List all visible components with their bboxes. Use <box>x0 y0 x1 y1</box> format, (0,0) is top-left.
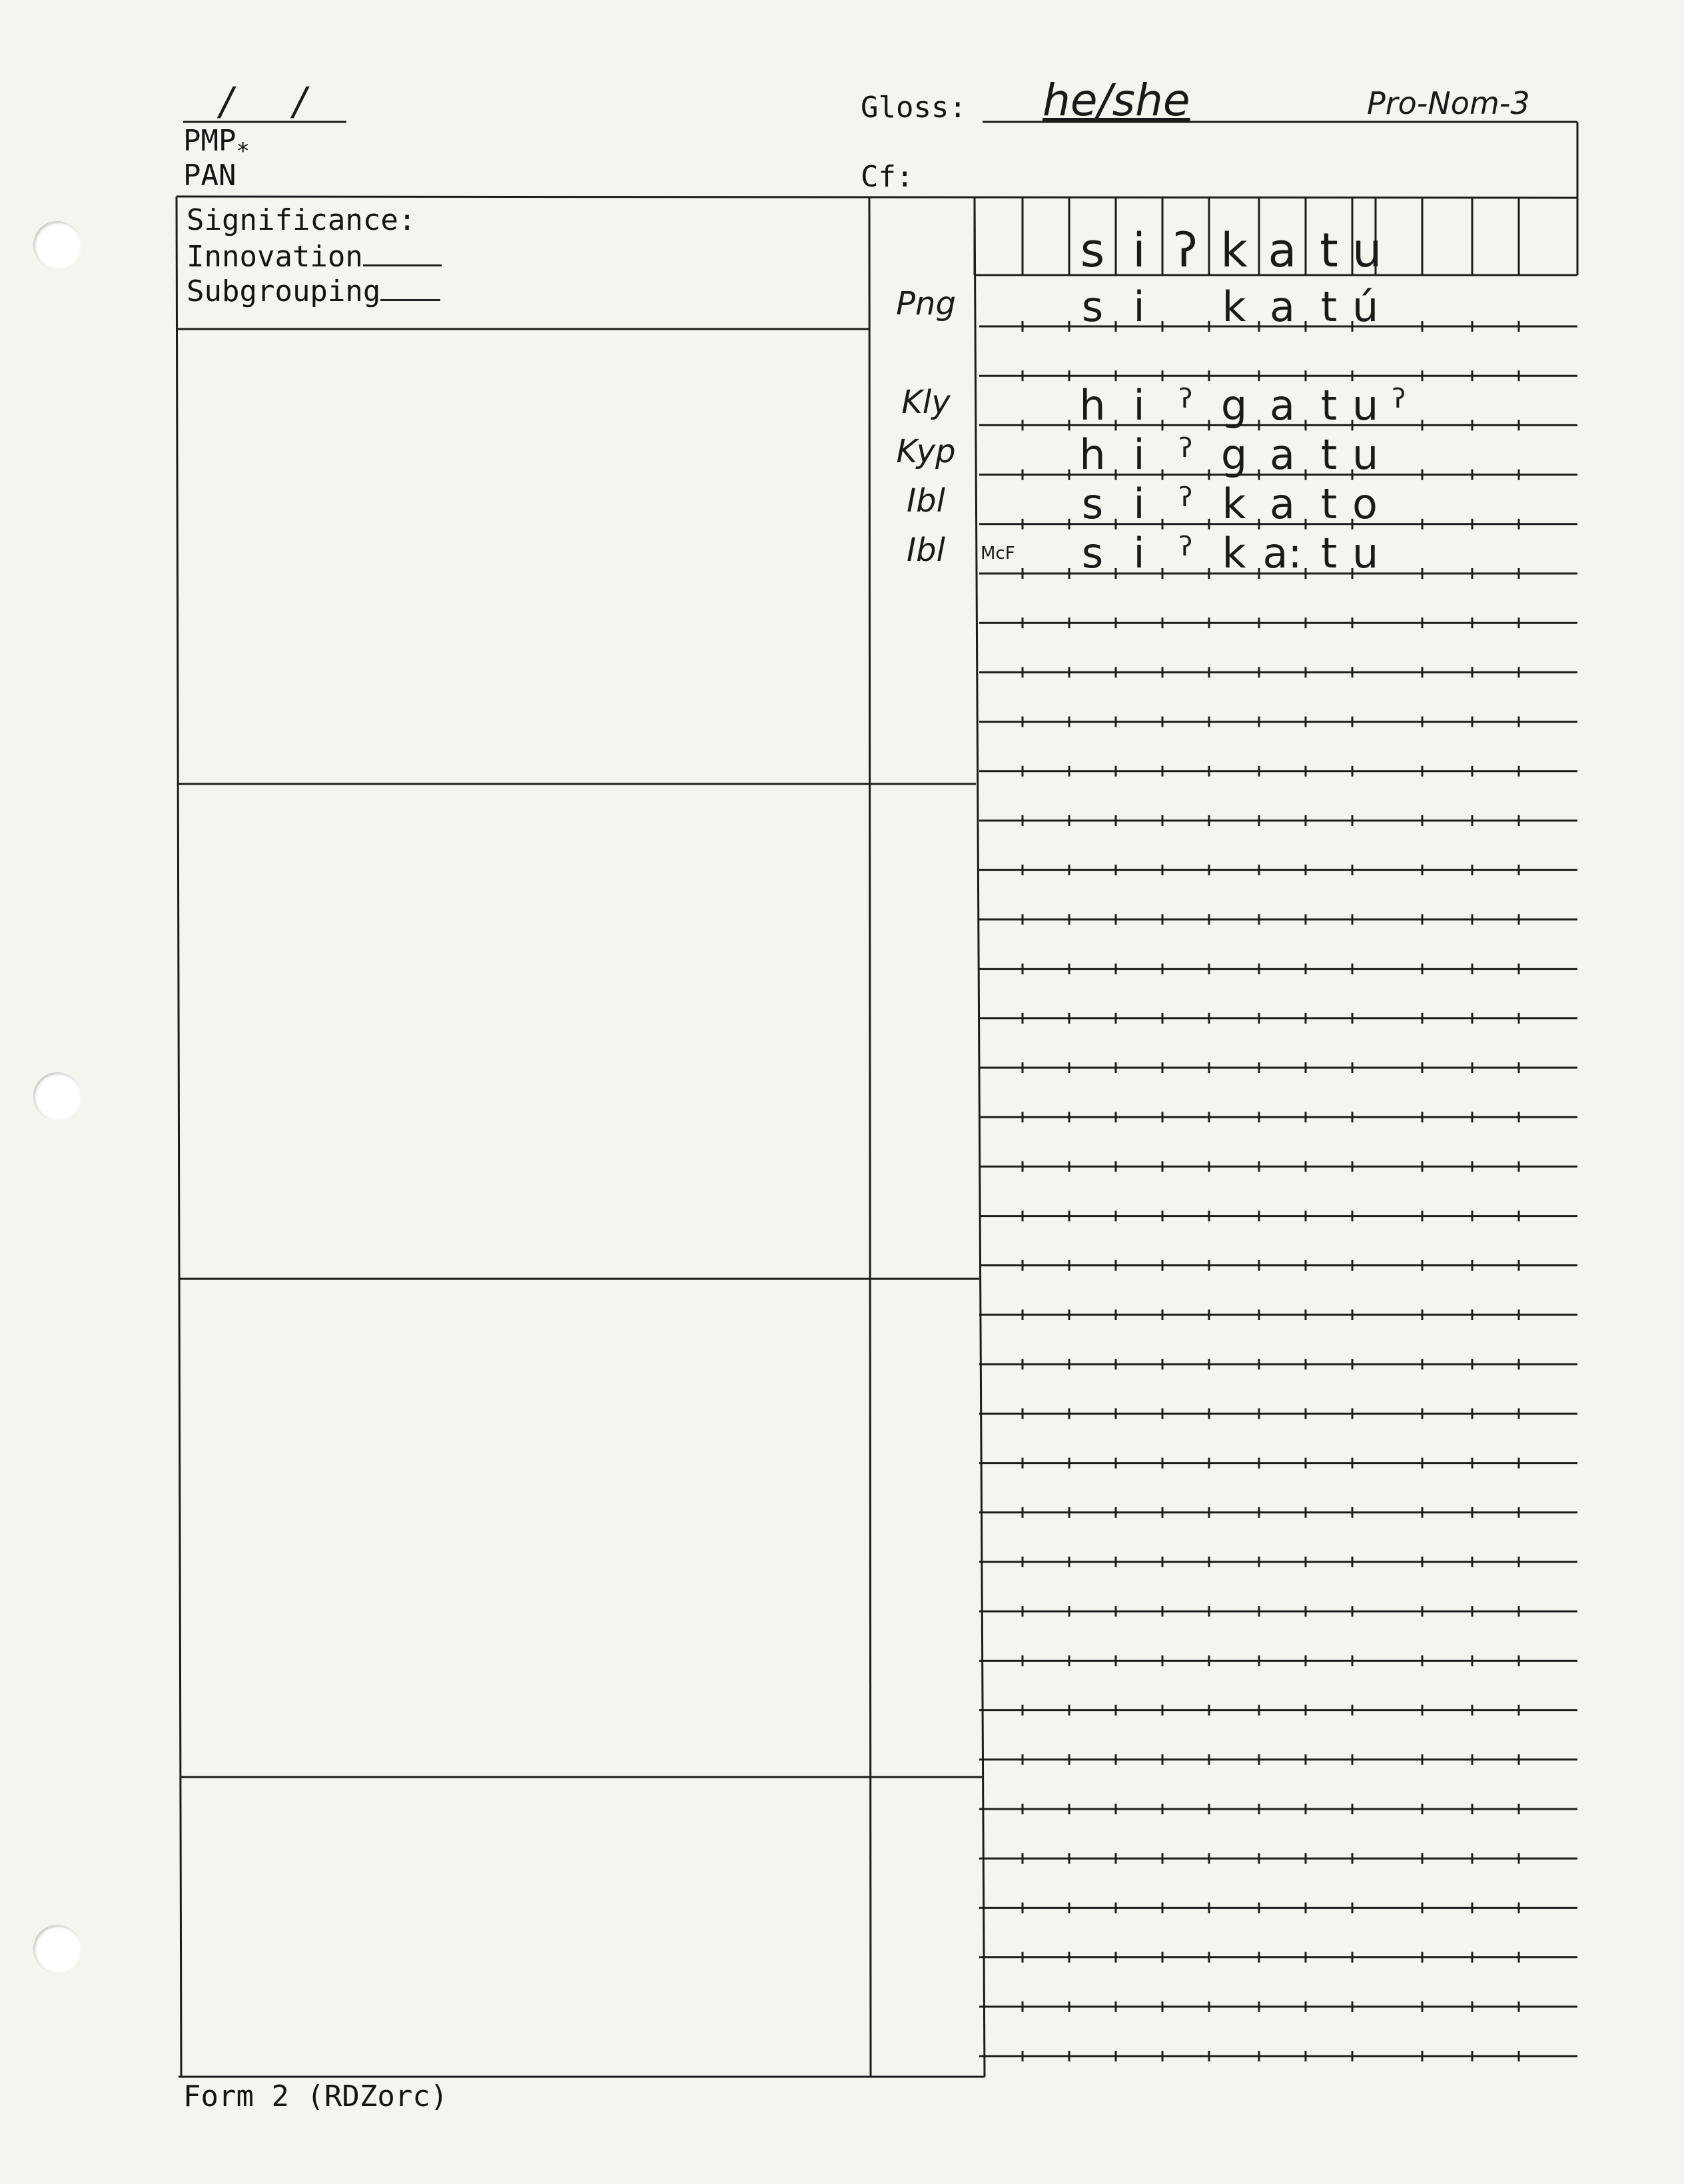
form-segment: ʔ <box>1178 384 1193 414</box>
form-segment: a <box>1270 282 1295 331</box>
reconstruction-segment: k <box>1220 223 1248 278</box>
pmp-text: PMP <box>183 124 236 158</box>
pmp-star: * <box>236 138 250 165</box>
form-segment: u <box>1352 381 1379 430</box>
form-segment: t <box>1320 381 1338 430</box>
subgrouping-blank <box>380 272 440 301</box>
innovation-line <box>187 238 442 274</box>
form-segment: ú <box>1352 282 1379 331</box>
reconstruction-segment: a <box>1268 223 1297 278</box>
reconstruction-segment: u <box>1352 223 1382 278</box>
source-label: McF <box>981 544 1015 563</box>
form-segment: o <box>1352 480 1378 528</box>
form-segment: t <box>1320 480 1338 528</box>
form-segment: h <box>1079 430 1106 479</box>
innovation-blank <box>363 238 442 266</box>
date-marks: / / <box>220 79 330 124</box>
reconstruction-segment: s <box>1080 223 1105 278</box>
reconstruction-segment: t <box>1320 223 1338 278</box>
pmp-label <box>183 124 250 165</box>
subgrouping-label: Subgrouping <box>187 274 381 308</box>
form-segment: ʔ <box>1178 482 1193 513</box>
reconstruction-segment: i <box>1132 223 1146 278</box>
form-segment: a <box>1270 480 1295 528</box>
form-segment: k <box>1222 282 1246 331</box>
form-segment: g <box>1220 381 1248 430</box>
language-label: Kly <box>901 384 951 421</box>
language-label: Ibl <box>907 482 945 520</box>
form-segment: i <box>1133 480 1145 528</box>
form-segment: t <box>1320 529 1338 577</box>
form-segment: a: <box>1262 529 1302 577</box>
form-segment: i <box>1133 430 1145 479</box>
form-segment: i <box>1133 282 1145 331</box>
form-segment: ʔ <box>1178 532 1193 562</box>
gloss-value: he/she <box>1043 75 1190 126</box>
form-segment: a <box>1270 430 1295 479</box>
form-segment: h <box>1079 381 1106 430</box>
language-label: Kyp <box>896 433 956 470</box>
form-segment: i <box>1133 529 1145 577</box>
pan-label: PAN <box>183 159 236 192</box>
form-segment: s <box>1081 480 1104 528</box>
form-segment: k <box>1222 480 1246 528</box>
reconstruction-segment: ʔ <box>1174 223 1198 278</box>
form-segment: k <box>1222 529 1246 577</box>
form-segment: s <box>1081 529 1104 577</box>
language-label: Png <box>896 285 956 322</box>
form-segment: t <box>1320 430 1338 479</box>
form-segment: u <box>1352 430 1379 479</box>
form-segment: s <box>1081 282 1104 331</box>
form-footer: Form 2 (RDZorc) <box>183 2079 448 2113</box>
form-segment: g <box>1220 430 1248 479</box>
gloss-label: Gloss: <box>861 91 967 125</box>
record-id: Pro-Nom-3 <box>1367 85 1530 121</box>
significance-heading: Significance: <box>187 203 416 237</box>
innovation-label: Innovation <box>187 240 363 274</box>
subgrouping-line <box>187 272 440 308</box>
language-label: Ibl <box>907 532 945 569</box>
form-segment: t <box>1320 282 1338 331</box>
form-segment: ʔ <box>1392 384 1406 414</box>
form-segment: i <box>1133 381 1145 430</box>
cf-label: Cf: <box>861 160 914 194</box>
form-segment: u <box>1352 529 1379 577</box>
form-segment: ʔ <box>1178 433 1193 464</box>
form-segment: a <box>1270 381 1295 430</box>
